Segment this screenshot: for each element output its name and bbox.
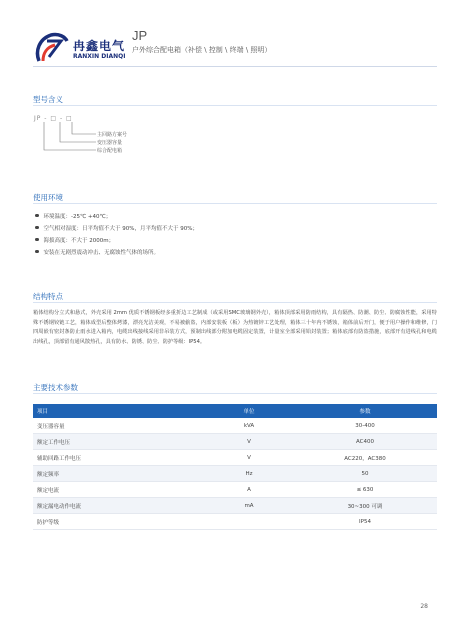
environment-item: 环境温度：-25℃ +40℃； <box>33 211 198 223</box>
structure-paragraph: 箱体结构分立式和悬式，外壳采用 2mm 优质不锈钢板经多重折边工艺制成（或采用SMC玻璃钢外壳），箱体顶部采用防雨结构，具有隔热、防潮、防尘、防腐蚀性能，采用特殊不锈钢铰链工艺，箱体成型后整体烤漆，漂亮光洁美观，不易被偷盗，内部安装板（板）为热镀锌工艺处理，箱体三十年内不锈蚀，箱体前后开门，便于用户操作和维修，门四周嵌有密封条防止雨水进入箱内，电缆出线接线采用非吊装方式，预制出线部分附加电缆固定装置，计量室全部采用铅封装置；箱体底部有防盗措施，底部开有进线孔和电缆出线孔，顶部留有通风散热孔，具有防水、防锈、防尘、防护等级：IP54。 <box>33 310 437 346</box>
model-code: JP - □ - □ <box>34 115 73 122</box>
environment-item: 空气相对湿度：日平均值不大于 90%，月平均值不大于 90%； <box>33 223 198 235</box>
table-row <box>33 498 437 514</box>
specs-table <box>33 404 437 530</box>
cell-unit: V <box>205 450 293 466</box>
company-logo <box>33 29 126 69</box>
column-header-item: 项目 <box>33 404 205 418</box>
structure-heading: 结构特点 <box>33 292 63 301</box>
cell-item: 变压器容量 <box>33 418 205 434</box>
page-number: 28 <box>420 603 428 610</box>
cell-value: ≤ 630 <box>293 482 437 498</box>
environment-heading: 使用环境 <box>33 193 63 202</box>
specs-rule <box>33 393 437 394</box>
cell-unit: mA <box>205 498 293 514</box>
cell-item: 额定漏电动作电流 <box>33 498 205 514</box>
cell-value: AC400 <box>293 434 437 450</box>
environment-item: 安装在无剧烈震动冲击、无腐蚀性气体的场所。 <box>33 247 198 259</box>
environment-item: 海拔高度：不大于 2000m； <box>33 235 198 247</box>
cell-item: 额定电流 <box>33 482 205 498</box>
table-row <box>33 482 437 498</box>
model-diagram-lines <box>40 122 100 158</box>
model-rule <box>33 105 437 106</box>
cell-value: 30~300 可调 <box>293 498 437 514</box>
cell-item: 额定频率 <box>33 466 205 482</box>
cell-unit: Hz <box>205 466 293 482</box>
cell-item: 额定工作电压 <box>33 434 205 450</box>
header-divider <box>33 66 437 67</box>
cell-item: 辅助回路工作电压 <box>33 450 205 466</box>
model-label-scheme: 主回路方案号 <box>97 132 128 138</box>
cell-unit <box>205 514 293 530</box>
cell-unit: A <box>205 482 293 498</box>
table-row <box>33 450 437 466</box>
specs-heading: 主要技术参数 <box>33 383 78 392</box>
ranxin-logo-icon <box>33 31 69 65</box>
logo-text-en: RANXIN DIANQI <box>73 53 126 60</box>
table-row <box>33 418 437 434</box>
cell-unit: V <box>205 434 293 450</box>
model-label-box: 综合配电箱 <box>97 148 123 154</box>
page-title: JP <box>132 28 148 43</box>
table-header-row <box>33 404 437 418</box>
cell-item: 防护等级 <box>33 514 205 530</box>
environment-list <box>33 211 198 259</box>
environment-rule <box>33 203 437 204</box>
structure-rule <box>33 302 437 303</box>
model-heading: 型号含义 <box>33 95 63 104</box>
model-label-capacity: 变压器容量 <box>97 140 123 146</box>
logo-text-cn: 冉鑫电气 <box>73 39 126 53</box>
table-row <box>33 466 437 482</box>
table-row <box>33 514 437 530</box>
cell-unit: kVA <box>205 418 293 434</box>
table-row <box>33 434 437 450</box>
cell-value: AC220，AC380 <box>293 450 437 466</box>
column-header-unit: 单位 <box>205 404 293 418</box>
cell-value: 30-400 <box>293 418 437 434</box>
cell-value: 50 <box>293 466 437 482</box>
cell-value: IP54 <box>293 514 437 530</box>
column-header-value: 参数 <box>293 404 437 418</box>
page-subtitle: 户外综合配电箱（补偿 \ 控制 \ 终端 \ 照明） <box>132 46 272 54</box>
